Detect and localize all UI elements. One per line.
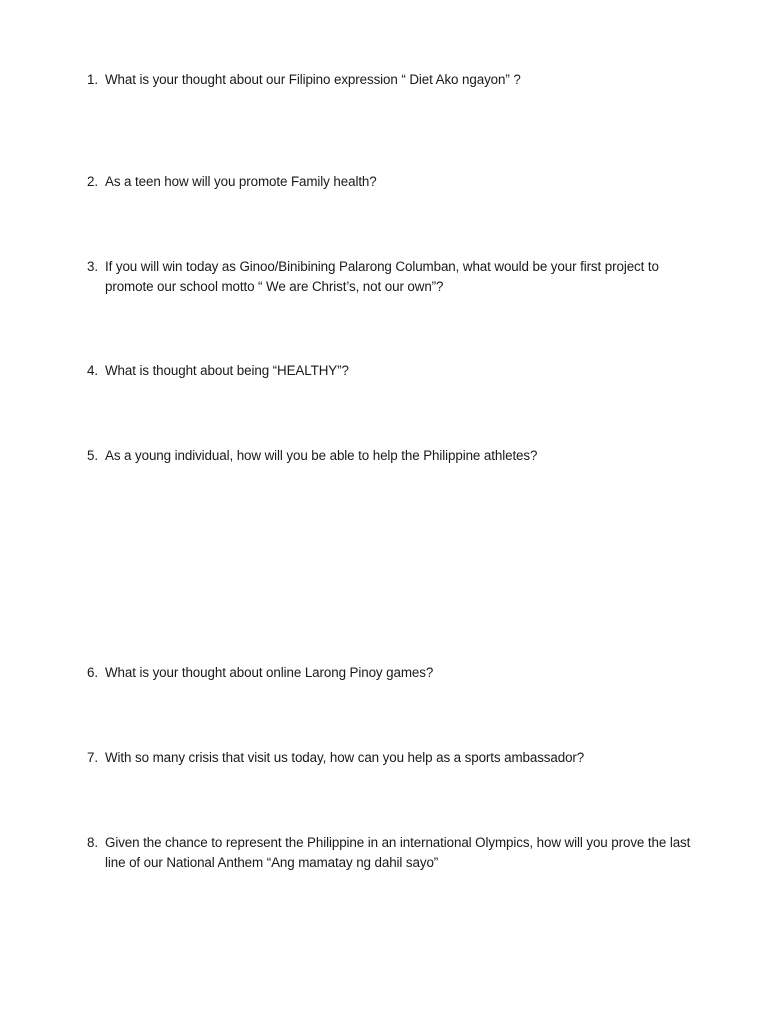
question-number: 4. xyxy=(87,363,98,378)
question-text: What is your thought about online Larong Pinoy games? xyxy=(105,665,434,680)
question-text: As a young individual, how will you be able to help the Philippine athletes? xyxy=(105,448,538,463)
question-item xyxy=(87,361,707,381)
question-number: 2. xyxy=(87,174,98,189)
question-number: 1. xyxy=(87,72,98,87)
question-item xyxy=(87,257,707,297)
question-item xyxy=(87,70,707,90)
question-number: 5. xyxy=(87,448,98,463)
question-text: Given the chance to represent the Philippine in an international Olympics, how will you prove the last line of our National Anthem “Ang mamatay ng dahil sayo” xyxy=(105,835,691,870)
question-number: 3. xyxy=(87,259,98,274)
question-text: What is your thought about our Filipino expression “ Diet Ako ngayon” ? xyxy=(105,72,521,87)
question-number: 7. xyxy=(87,750,98,765)
question-text: With so many crisis that visit us today, how can you help as a sports ambassador? xyxy=(105,750,585,765)
question-number: 6. xyxy=(87,665,98,680)
question-item xyxy=(87,833,707,873)
question-item xyxy=(87,446,707,466)
question-item xyxy=(87,748,707,768)
question-number: 8. xyxy=(87,835,98,850)
question-text: What is thought about being “HEALTHY”? xyxy=(105,363,349,378)
question-item xyxy=(87,172,707,192)
question-text: As a teen how will you promote Family health? xyxy=(105,174,377,189)
question-text: If you will win today as Ginoo/Binibining Palarong Columban, what would be your first project to promote our school motto “ We are Christ’s, not our own”? xyxy=(105,259,659,294)
question-item xyxy=(87,663,707,683)
